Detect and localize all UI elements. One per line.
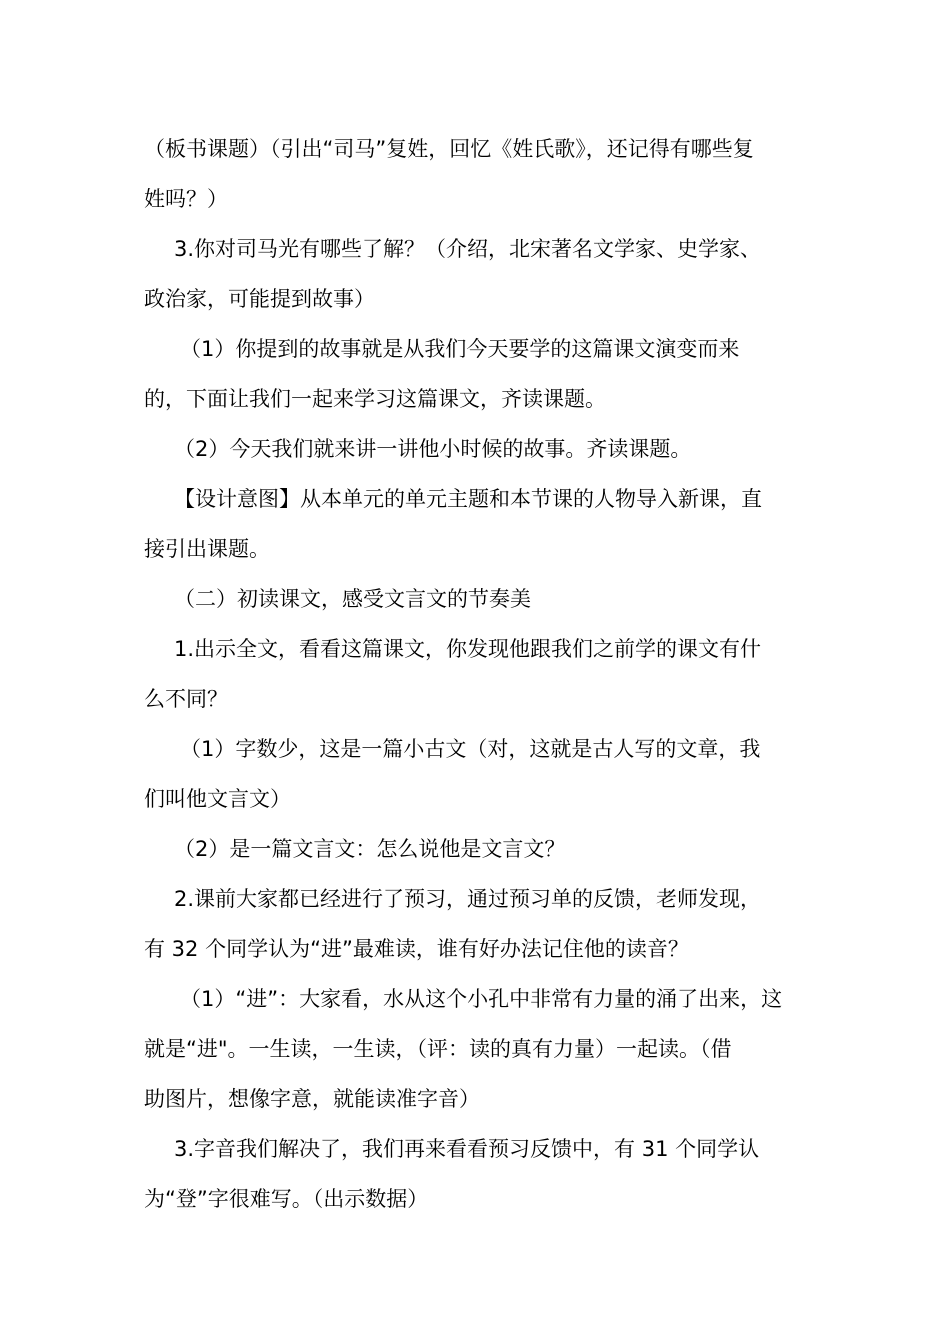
text-line: 姓吗？） (144, 187, 228, 211)
text-line: 1.出示全文，看看这篇课文，你发现他跟我们之前学的课文有什 (174, 637, 762, 661)
text-line: 有 32 个同学认为“进”最难读，谁有好办法记住他的读音？ (144, 937, 689, 961)
text-line: 接引出课题。 (144, 537, 270, 561)
text-line: （2）今天我们就来讲一讲他小时候的故事。齐读课题。 (174, 437, 692, 461)
text-line: （1）“进”：大家看，水从这个小孔中非常有力量的涌了出来，这 (180, 987, 783, 1011)
text-line: （1）字数少，这是一篇小古文（对，这就是古人写的文章，我 (180, 737, 761, 761)
text-line: （1）你提到的故事就是从我们今天要学的这篇课文演变而来 (180, 337, 740, 361)
text-line: 助图片，想像字意，就能读准字音） (144, 1087, 480, 1111)
text-line: 么不同？ (144, 687, 228, 711)
text-line: 【设计意图】从本单元的单元主题和本节课的人物导入新课，直 (174, 487, 762, 511)
text-line: 为“登”字很难写。（出示数据） (144, 1187, 429, 1211)
text-line: （2）是一篇文言文：怎么说他是文言文？ (174, 837, 566, 861)
text-line: （二）初读课文，感受文言文的节奏美 (174, 587, 531, 611)
text-line: 就是“进"。一生读，一生读，（评：读的真有力量）一起读。（借 (144, 1037, 732, 1061)
text-line: 的，下面让我们一起来学习这篇课文，齐读课题。 (144, 387, 606, 411)
text-line: 2.课前大家都已经进行了预习，通过预习单的反馈，老师发现， (174, 887, 762, 911)
text-line: 3.字音我们解决了，我们再来看看预习反馈中，有 31 个同学认 (174, 1137, 760, 1161)
text-line: 们叫他文言文） (144, 787, 291, 811)
text-line: 政治家，可能提到故事） (144, 287, 375, 311)
text-line: （板书课题）（引出“司马”复姓，回忆《姓氏歌》，还记得有哪些复 (144, 137, 754, 161)
text-line: 3.你对司马光有哪些了解？（介绍，北宋著名文学家、史学家、 (174, 237, 762, 261)
